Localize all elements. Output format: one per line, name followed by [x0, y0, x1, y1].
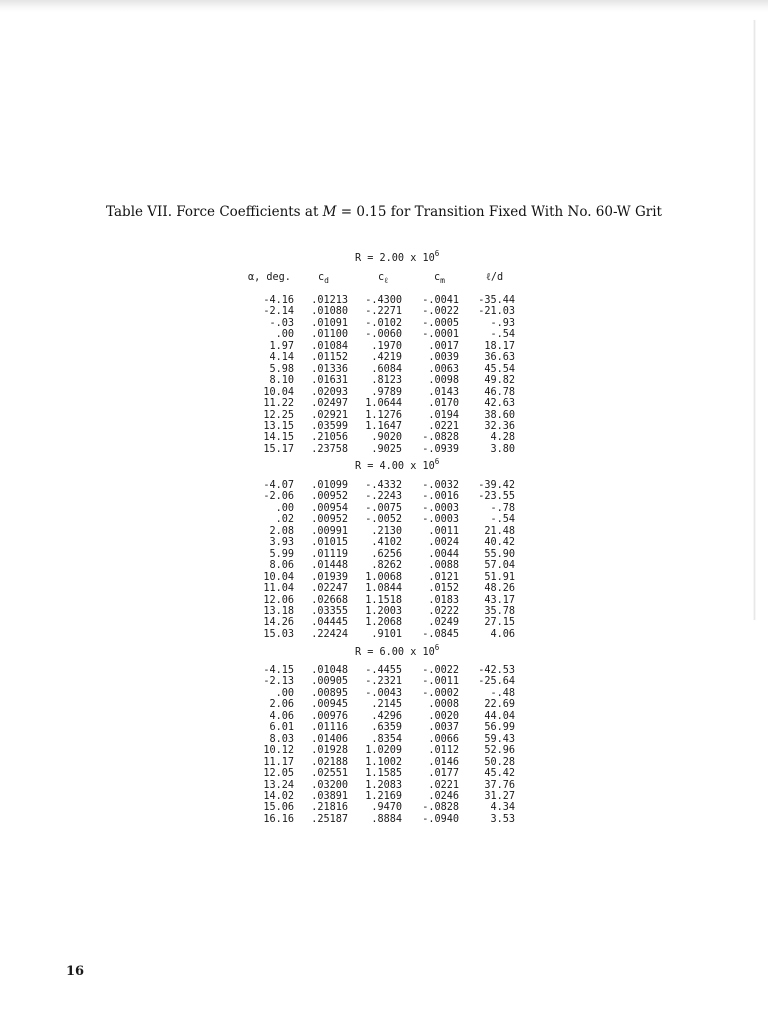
cl-cell-2: 1.0068	[365, 571, 402, 583]
cd-cell-1: .01100	[311, 329, 348, 341]
cm-cell-1: -.0022	[422, 306, 459, 318]
header-cm: $c_m$	[434, 272, 445, 285]
cd-cell-3: .00895	[311, 687, 348, 699]
alpha-cell-2: 14.26	[263, 617, 294, 629]
reynolds-header-2: R = 4.00 x $10^6$	[355, 457, 440, 472]
cm-cell-3: -.0022	[422, 665, 459, 676]
cl-cell-3: .2145	[371, 699, 402, 711]
ld-cell-2: 43.17	[484, 594, 515, 606]
alpha-cell-2: .00	[275, 502, 294, 514]
cm-cell-2: .0088	[428, 560, 459, 572]
cl-cell-3: .9470	[371, 802, 402, 814]
cl-cell-2: -.2243	[365, 491, 402, 503]
cm-cell-3: .0221	[428, 779, 459, 791]
cl-column-2	[360, 480, 402, 640]
ld-cell-1: -.93	[490, 317, 515, 329]
cm-cell-1: -.0828	[422, 432, 459, 444]
cl-cell-1: .4219	[371, 352, 402, 364]
cd-cell-2: .01119	[311, 548, 348, 560]
ld-cell-2: -39.42	[478, 480, 515, 491]
ld-cell-1: -21.03	[478, 306, 515, 318]
cl-cell-2: -.4332	[365, 480, 402, 491]
ld-cell-3: 59.43	[484, 733, 515, 745]
page-number: 16	[66, 964, 85, 979]
alpha-cell-3: -4.15	[263, 665, 294, 676]
cl-cell-1: -.2271	[365, 306, 402, 318]
cl-cell-2: 1.2068	[365, 617, 402, 629]
cl-cell-1: .9025	[371, 443, 402, 455]
alpha-cell-3: 2.06	[269, 699, 294, 711]
cd-cell-3: .01928	[311, 745, 348, 757]
alpha-cell-2: -2.06	[263, 491, 294, 503]
ld-cell-1: -35.44	[478, 295, 515, 306]
ld-cell-1: 46.78	[484, 386, 515, 398]
cm-cell-1: .0098	[428, 375, 459, 387]
ld-cell-2: 35.78	[484, 605, 515, 617]
ld-cell-2: 48.26	[484, 583, 515, 595]
alpha-cell-3: -2.13	[263, 676, 294, 688]
cl-cell-1: 1.0644	[365, 398, 402, 410]
cd-cell-3: .03891	[311, 790, 348, 802]
cl-cell-3: 1.1002	[365, 756, 402, 768]
cl-cell-2: .2130	[371, 525, 402, 537]
ld-cell-1: 42.63	[484, 398, 515, 410]
cl-cell-1: .6084	[371, 363, 402, 375]
cl-cell-2: .9101	[371, 628, 402, 640]
cl-cell-2: .6256	[371, 548, 402, 560]
cm-cell-3: .0020	[428, 710, 459, 722]
cm-cell-1: -.0001	[422, 329, 459, 341]
cl-cell-3: .8884	[371, 813, 402, 825]
cl-cell-2: .4102	[371, 537, 402, 549]
cd-cell-3: .01406	[311, 733, 348, 745]
header-cl: $c_\ell$	[378, 272, 388, 285]
alpha-cell-1: 11.22	[263, 398, 294, 410]
cl-cell-3: .6359	[371, 722, 402, 734]
cd-cell-2: .02247	[311, 583, 348, 595]
cd-cell-3: .25187	[311, 813, 348, 825]
cm-cell-3: .0177	[428, 768, 459, 780]
alpha-cell-1: 12.25	[263, 409, 294, 421]
cm-cell-2: .0183	[428, 594, 459, 606]
cd-cell-3: .02188	[311, 756, 348, 768]
alpha-column-2	[254, 480, 294, 640]
cm-cell-2: -.0003	[422, 514, 459, 526]
cm-column-1	[414, 295, 459, 455]
cd-cell-1: .01080	[311, 306, 348, 318]
cm-cell-2: .0249	[428, 617, 459, 629]
alpha-cell-2: 8.06	[269, 560, 294, 572]
alpha-cell-2: 12.06	[263, 594, 294, 606]
ld-cell-2: -23.55	[478, 491, 515, 503]
cd-cell-3: .02551	[311, 768, 348, 780]
cd-cell-3: .21816	[311, 802, 348, 814]
ld-cell-3: 4.34	[490, 802, 515, 814]
alpha-cell-2: 10.04	[263, 571, 294, 583]
cl-column-1	[360, 295, 402, 455]
cl-cell-1: -.4300	[365, 295, 402, 306]
ld-cell-2: 27.15	[484, 617, 515, 629]
cl-cell-3: 1.0209	[365, 745, 402, 757]
cm-cell-1: .0143	[428, 386, 459, 398]
cd-cell-1: .21056	[311, 432, 348, 444]
cd-cell-2: .00991	[311, 525, 348, 537]
alpha-column-3	[254, 665, 294, 825]
ld-cell-3: 50.28	[484, 756, 515, 768]
alpha-cell-1: 8.10	[269, 375, 294, 387]
cl-cell-1: .8123	[371, 375, 402, 387]
cm-column-2	[414, 480, 459, 640]
cl-cell-2: .8262	[371, 560, 402, 572]
cl-cell-3: -.0043	[365, 687, 402, 699]
ld-cell-3: 44.04	[484, 710, 515, 722]
cl-cell-3: -.4455	[365, 665, 402, 676]
ld-cell-2: 21.48	[484, 525, 515, 537]
cm-cell-2: .0222	[428, 605, 459, 617]
ld-cell-3: 31.27	[484, 790, 515, 802]
ld-column-1	[470, 295, 515, 455]
cl-cell-1: .9789	[371, 386, 402, 398]
alpha-cell-1: 13.15	[263, 420, 294, 432]
alpha-cell-3: 16.16	[263, 813, 294, 825]
reynolds-header-3: R = 6.00 x $10^6$	[355, 643, 440, 658]
cm-cell-3: -.0940	[422, 813, 459, 825]
alpha-cell-3: 11.17	[263, 756, 294, 768]
cd-cell-1: .01084	[311, 340, 348, 352]
cl-cell-1: .9020	[371, 432, 402, 444]
cl-cell-2: 1.2003	[365, 605, 402, 617]
title-symbol: M	[322, 204, 337, 220]
cm-cell-1: .0063	[428, 363, 459, 375]
cd-cell-2: .02668	[311, 594, 348, 606]
cm-cell-2: -.0032	[422, 480, 459, 491]
alpha-cell-1: .00	[275, 329, 294, 341]
cd-cell-1: .03599	[311, 420, 348, 432]
alpha-cell-1: 10.04	[263, 386, 294, 398]
alpha-cell-2: 11.04	[263, 583, 294, 595]
cd-cell-1: .01152	[311, 352, 348, 364]
cd-cell-1: .02921	[311, 409, 348, 421]
cm-cell-1: .0170	[428, 398, 459, 410]
cl-cell-3: 1.1585	[365, 768, 402, 780]
cd-cell-3: .00945	[311, 699, 348, 711]
ld-cell-1: 32.36	[484, 420, 515, 432]
alpha-cell-3: 4.06	[269, 710, 294, 722]
ld-cell-3: 22.69	[484, 699, 515, 711]
table-title	[0, 204, 768, 220]
cm-cell-3: -.0011	[422, 676, 459, 688]
cl-cell-2: 1.0844	[365, 583, 402, 595]
cl-cell-3: 1.2169	[365, 790, 402, 802]
cd-cell-1: .01091	[311, 317, 348, 329]
alpha-cell-3: 6.01	[269, 722, 294, 734]
header-cd: $c_d$	[318, 272, 329, 285]
alpha-cell-3: 13.24	[263, 779, 294, 791]
cm-cell-1: .0017	[428, 340, 459, 352]
header-alpha: α, deg.	[248, 272, 291, 283]
alpha-cell-2: 13.18	[263, 605, 294, 617]
cm-cell-2: .0011	[428, 525, 459, 537]
cd-cell-1: .01213	[311, 295, 348, 306]
alpha-cell-3: 15.06	[263, 802, 294, 814]
scan-edge-top	[0, 0, 768, 12]
cd-cell-1: .01631	[311, 375, 348, 387]
ld-column-2	[470, 480, 515, 640]
ld-cell-2: 57.04	[484, 560, 515, 572]
reynolds-header-1: R = 2.00 x $10^6$	[355, 249, 440, 264]
cm-cell-1: .0194	[428, 409, 459, 421]
cl-cell-2: 1.1518	[365, 594, 402, 606]
cd-cell-2: .01448	[311, 560, 348, 572]
alpha-cell-2: 15.03	[263, 628, 294, 640]
alpha-cell-2: -4.07	[263, 480, 294, 491]
cd-cell-2: .01099	[311, 480, 348, 491]
cm-cell-1: .0039	[428, 352, 459, 364]
cm-cell-3: .0008	[428, 699, 459, 711]
ld-cell-1: 36.63	[484, 352, 515, 364]
ld-cell-3: -25.64	[478, 676, 515, 688]
cd-cell-2: .00952	[311, 491, 348, 503]
cm-cell-2: .0121	[428, 571, 459, 583]
alpha-cell-1: -4.16	[263, 295, 294, 306]
cd-cell-2: .03355	[311, 605, 348, 617]
ld-cell-3: 3.53	[490, 813, 515, 825]
ld-cell-1: 38.60	[484, 409, 515, 421]
cl-cell-3: .4296	[371, 710, 402, 722]
alpha-cell-2: .02	[275, 514, 294, 526]
ld-cell-1: -.54	[490, 329, 515, 341]
alpha-cell-1: 15.17	[263, 443, 294, 455]
cd-cell-3: .00905	[311, 676, 348, 688]
alpha-cell-1: -.03	[269, 317, 294, 329]
ld-column-3	[470, 665, 515, 825]
cd-cell-1: .02497	[311, 398, 348, 410]
cd-cell-2: .01939	[311, 571, 348, 583]
cd-column-3	[306, 665, 348, 825]
cl-column-3	[360, 665, 402, 825]
cl-cell-1: -.0060	[365, 329, 402, 341]
cl-cell-2: -.0075	[365, 502, 402, 514]
title-prefix: Table VII. Force Coefficients at	[106, 204, 323, 220]
cd-cell-1: .02093	[311, 386, 348, 398]
cm-cell-1: .0221	[428, 420, 459, 432]
cd-cell-3: .01116	[311, 722, 348, 734]
alpha-cell-3: 10.12	[263, 745, 294, 757]
alpha-cell-2: 3.93	[269, 537, 294, 549]
cd-cell-2: .00952	[311, 514, 348, 526]
cl-cell-1: 1.1647	[365, 420, 402, 432]
cd-cell-2: .00954	[311, 502, 348, 514]
cl-cell-2: -.0052	[365, 514, 402, 526]
cm-cell-3: .0112	[428, 745, 459, 757]
cl-cell-3: .8354	[371, 733, 402, 745]
cm-cell-3: .0246	[428, 790, 459, 802]
ld-cell-2: -.54	[490, 514, 515, 526]
ld-cell-1: 3.80	[490, 443, 515, 455]
cm-cell-1: -.0041	[422, 295, 459, 306]
cm-cell-2: .0044	[428, 548, 459, 560]
cm-cell-3: .0066	[428, 733, 459, 745]
alpha-cell-2: 2.08	[269, 525, 294, 537]
title-suffix: = 0.15 for Transition Fixed With No. 60-W Grit	[336, 204, 662, 220]
cm-cell-3: .0146	[428, 756, 459, 768]
ld-cell-3: 52.96	[484, 745, 515, 757]
ld-cell-3: 45.42	[484, 768, 515, 780]
cm-cell-2: -.0016	[422, 491, 459, 503]
cd-cell-2: .01015	[311, 537, 348, 549]
cl-cell-1: 1.1276	[365, 409, 402, 421]
cm-cell-2: .0024	[428, 537, 459, 549]
cl-cell-3: -.2321	[365, 676, 402, 688]
cd-column-2	[306, 480, 348, 640]
cd-cell-1: .01336	[311, 363, 348, 375]
ld-cell-1: 45.54	[484, 363, 515, 375]
cd-cell-3: .03200	[311, 779, 348, 791]
ld-cell-1: 18.17	[484, 340, 515, 352]
cl-cell-1: -.0102	[365, 317, 402, 329]
alpha-cell-1: 14.15	[263, 432, 294, 444]
alpha-cell-1: 4.14	[269, 352, 294, 364]
alpha-cell-1: 1.97	[269, 340, 294, 352]
ld-cell-2: 51.91	[484, 571, 515, 583]
cd-cell-2: .22424	[311, 628, 348, 640]
cm-cell-3: .0037	[428, 722, 459, 734]
cl-cell-1: .1970	[371, 340, 402, 352]
cm-cell-1: -.0939	[422, 443, 459, 455]
cd-column-1	[306, 295, 348, 455]
ld-cell-3: 37.76	[484, 779, 515, 791]
ld-cell-3: -42.53	[478, 665, 515, 676]
header-ld: ℓ/d	[486, 272, 504, 283]
ld-cell-2: -.78	[490, 502, 515, 514]
alpha-cell-3: 8.03	[269, 733, 294, 745]
cm-cell-1: -.0005	[422, 317, 459, 329]
ld-cell-3: 56.99	[484, 722, 515, 734]
alpha-cell-1: -2.14	[263, 306, 294, 318]
cm-column-3	[414, 665, 459, 825]
ld-cell-1: 49.82	[484, 375, 515, 387]
cl-cell-3: 1.2083	[365, 779, 402, 791]
cm-cell-3: -.0002	[422, 687, 459, 699]
ld-cell-1: 4.28	[490, 432, 515, 444]
alpha-cell-2: 5.99	[269, 548, 294, 560]
alpha-cell-1: 5.98	[269, 363, 294, 375]
ld-cell-2: 40.42	[484, 537, 515, 549]
scan-edge-right	[753, 20, 756, 620]
cd-cell-3: .00976	[311, 710, 348, 722]
cm-cell-2: -.0003	[422, 502, 459, 514]
ld-cell-2: 55.90	[484, 548, 515, 560]
cd-cell-3: .01048	[311, 665, 348, 676]
alpha-cell-3: 12.05	[263, 768, 294, 780]
alpha-cell-3: 14.02	[263, 790, 294, 802]
cm-cell-2: .0152	[428, 583, 459, 595]
alpha-column-1	[254, 295, 294, 455]
cm-cell-3: -.0828	[422, 802, 459, 814]
cd-cell-1: .23758	[311, 443, 348, 455]
cd-cell-2: .04445	[311, 617, 348, 629]
alpha-cell-3: .00	[275, 687, 294, 699]
ld-cell-3: -.48	[490, 687, 515, 699]
cm-cell-2: -.0845	[422, 628, 459, 640]
ld-cell-2: 4.06	[490, 628, 515, 640]
